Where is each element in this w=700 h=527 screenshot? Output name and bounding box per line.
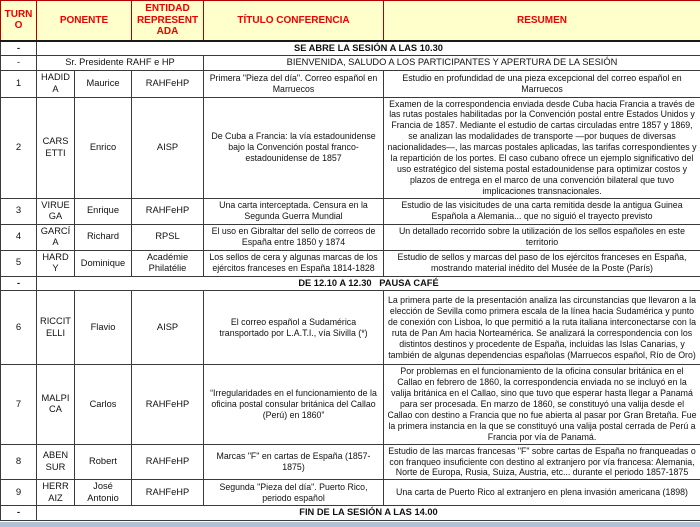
col-header-resumen: RESUMEN [384,1,700,41]
turno-cell: 3 [1,198,37,224]
talk-row-7 [1,365,700,444]
session-open-row [1,41,700,56]
titulo-cell: “Irregularidades en el funcionamiento de la oficina postal consular británica del Callao (Perú) en 1860” [204,365,384,444]
entidad-cell: RAHFeHP [132,198,204,224]
turno-cell: 5 [1,250,37,276]
col-header-titulo: TÍTULO CONFERENCIA [204,1,384,41]
talk-row-3 [1,198,700,224]
apellido-cell: HARDY [37,250,75,276]
talk-row-5 [1,250,700,276]
apellido-cell: RICCITELLI [37,291,75,365]
session-pause-label: DE 12.10 A 12.30 PAUSA CAFÉ [37,276,700,291]
entidad-cell: RAHFeHP [132,480,204,506]
resumen-cell: Un detallado recorrido sobre la utilización de los sellos españoles en este territorio [384,224,700,250]
turno-cell: - [1,41,37,56]
turno-cell: 7 [1,365,37,444]
talk-row-6 [1,291,700,365]
session-welcome-row [1,56,700,71]
apellido-cell: ABENSUR [37,444,75,480]
session-end-label: FIN DE LA SESIÓN A LAS 14.00 [37,506,700,521]
col-header-entidad: ENTIDAD REPRESENTADA [132,1,204,41]
session-end-row [1,506,700,521]
entidad-cell: RAHFeHP [132,444,204,480]
turno-cell: 4 [1,224,37,250]
welcome-speaker-cell: Sr. Presidente RAHF e HP [37,56,204,71]
turno-cell: - [1,276,37,291]
entidad-cell: Académie Philatélie [132,250,204,276]
titulo-cell: Marcas "F" en cartas de España (1857-1875) [204,444,384,480]
turno-cell: 8 [1,444,37,480]
welcome-text-cell: BIENVENIDA, SALUDO A LOS PARTICIPANTES Y APERTURA DE LA SESIÓN [204,56,700,71]
resumen-cell: Estudio de sellos y marcas del paso de los ejércitos franceses en España, mostrando material inédito del Musée de la Poste (París) [384,250,700,276]
nombre-cell: Maurice [75,70,132,97]
resumen-cell: Estudio de las visicitudes de una carta remitida desde la antigua Guinea Española a Alemania... que no siguió el trayecto previsto [384,198,700,224]
titulo-cell: Primera "Pieza del día". Correo español en Marruecos [204,70,384,97]
talk-row-8 [1,444,700,480]
titulo-cell: Segunda "Pieza del día". Puerto Rico, periodo español [204,480,384,506]
resumen-cell: Estudio de las marcas francesas "F" sobre cartas de España no franqueadas o con franqueo insuficiente con destino al extranjero por vía francesa: Alemania, Norte de Europa, Rusia, Suiza, Austria, etc... durante el periodo 1857-1875 [384,444,700,480]
bottom-edge-strip [0,522,700,527]
entidad-cell: RAHFeHP [132,365,204,444]
turno-cell: 6 [1,291,37,365]
titulo-cell: El uso en Gibraltar del sello de correos de España entre 1850 y 1874 [204,224,384,250]
nombre-cell: Dominique [75,250,132,276]
turno-cell: 2 [1,97,37,198]
session-open-label: SE ABRE LA SESIÓN A LAS 10.30 [37,41,700,56]
nombre-cell: José Antonio [75,480,132,506]
apellido-cell: CARSETTI [37,97,75,198]
resumen-cell: La primera parte de la presentación analiza las circunstancias que llevaron a la elección de Sevilla como primera escala de la línea hacia Sudamérica y punto de conexión con Lisboa, lo que permitió a la ruta italiana interconectarse con la ruta de Pan Am hacia Norteamérica. Se analizará la correspondencia con los distintos destinos y procedente de España, incluidas las Islas Canarias, y también de algunas dependencias españolas (Marruecos español, Río de Oro) [384,291,700,365]
turno-cell: 9 [1,480,37,506]
talk-row-4 [1,224,700,250]
titulo-cell: Una carta interceptada. Censura en la Segunda Guerra Mundial [204,198,384,224]
entidad-cell: RPSL [132,224,204,250]
titulo-cell: De Cuba a Francia: la vía estadounidense bajo la Convención postal franco-estadounidense de 1857 [204,97,384,198]
nombre-cell: Enrico [75,97,132,198]
col-header-ponente: PONENTE [37,1,132,41]
nombre-cell: Robert [75,444,132,480]
apellido-cell: VIRUEGA [37,198,75,224]
col-header-turno: TURNO [1,1,37,41]
nombre-cell: Carlos [75,365,132,444]
nombre-cell: Flavio [75,291,132,365]
resumen-cell: Por problemas en el funcionamiento de la oficina consular británica en el Callao en febrero de 1860, la correspondencia enviada no se incluyó en la valija británica en el Callao, sino que tuvo que esperar hasta llegar a Panamá para ser procesada. En marzo de 1860, se constituyó una valija desde el Callao con destino a Francia que no fue abierta al pasar por Gran Bretaña. Fue la primera instancia en la que se constituyó una valija postal cerrada de Perú a Francia por vía de Panamá. [384,365,700,444]
titulo-cell: Los sellos de cera y algunas marcas de los ejércitos franceses en España 1814-1828 [204,250,384,276]
talk-row-9 [1,480,700,506]
talk-row-2 [1,97,700,198]
session-pause-row [1,276,700,291]
resumen-cell: Examen de la correspondencia enviada desde Cuba hacia Francia a través de las rutas postales habilitadas por la Convención postal entre Estados Unidos y Francia de 1857. Mediante el estudio de cartas circuladas entre 1857 y 1869, se analizan las modalidades de transporte —por buques de diversas nacionalidades—, las marcas postales aplicadas, las tarifas correspondientes y la repartición de los portes. El caso cubano ofrece un ejemplo significativo del uso estratégico del sistema postal estadounidense para optimizar costos y plazos de entrega en el marco de una convención bilateral que tuvo implicaciones transnacionales. [384,97,700,198]
resumen-cell: Una carta de Puerto Rico al extranjero en plena invasión americana (1898) [384,480,700,506]
entidad-cell: AISP [132,291,204,365]
apellido-cell: MALPICA [37,365,75,444]
turno-cell: - [1,506,37,521]
turno-cell: 1 [1,70,37,97]
titulo-cell: El correo español a Sudamérica transportado por L.A.T.I., vía Sivilla (*) [204,291,384,365]
resumen-cell: Estudio en profundidad de una pieza excepcional del correo español en Marruecos [384,70,700,97]
entidad-cell: RAHFeHP [132,70,204,97]
header-row [1,1,700,41]
talk-row-1 [1,70,700,97]
nombre-cell: Richard [75,224,132,250]
apellido-cell: GARCÍA [37,224,75,250]
apellido-cell: HADIDA [37,70,75,97]
nombre-cell: Enrique [75,198,132,224]
apellido-cell: HERRAIZ [37,480,75,506]
entidad-cell: AISP [132,97,204,198]
turno-cell: - [1,56,37,71]
